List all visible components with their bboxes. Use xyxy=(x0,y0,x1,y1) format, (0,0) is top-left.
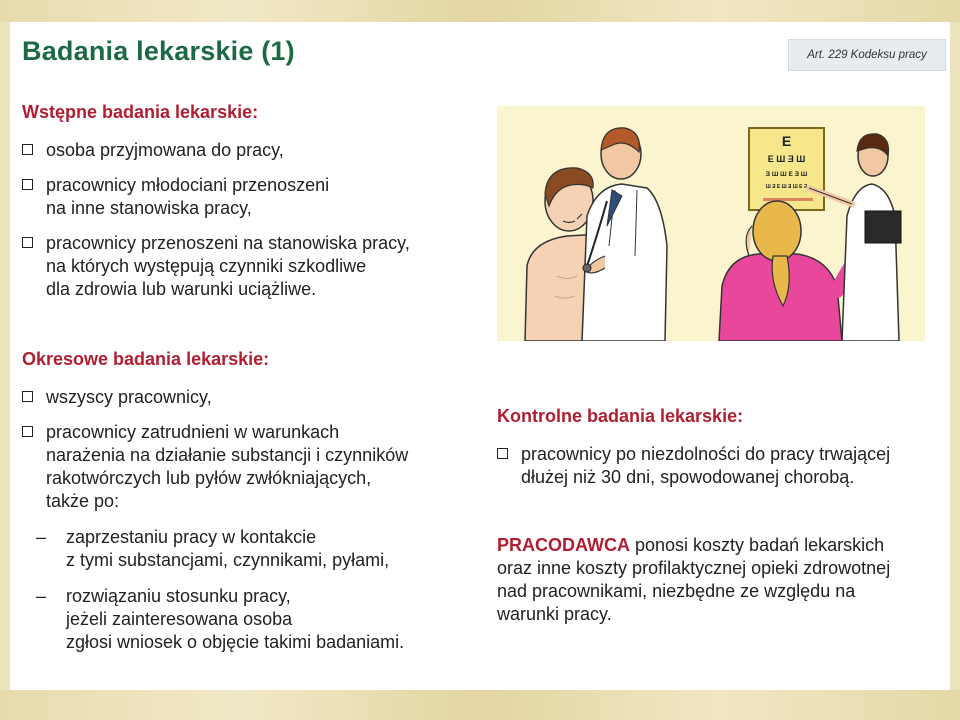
dash-bullet-icon: – xyxy=(36,586,47,606)
sub-list-item: – zaprzestaniu pracy w kontakcie z tymi substancjami, czynnikami, pyłami, xyxy=(36,527,390,570)
heading-initial-exams: Wstępne badania lekarskie: xyxy=(22,102,259,122)
dash-bullet-icon: – xyxy=(36,527,47,547)
list-item: pracownicy po niezdolności do pracy trwającej dłużej niż 30 dni, spowodowanej chorobą. xyxy=(497,443,890,489)
eye-chart-row: Ш Ǝ E Ш Ǝ Ш E Ǝ xyxy=(765,184,808,190)
checkbox-bullet-icon xyxy=(497,448,508,459)
list-item: pracownicy przenoszeni na stanowiska pracy, na których występują czynniki szkodliwe dla zdrowia lub warunki uciążliwe. xyxy=(22,232,410,301)
checkbox-bullet-icon xyxy=(22,179,33,190)
page-title: Badania lekarskie (1) xyxy=(22,36,295,66)
article-reference-box: Art. 229 Kodeksu pracy xyxy=(788,39,946,71)
employer-emphasis: PRACODAWCA xyxy=(497,535,630,555)
slide xyxy=(10,22,950,690)
medical-exam-illustration xyxy=(497,106,925,341)
girl-patient-figure xyxy=(719,201,859,341)
decorative-top-border xyxy=(0,0,960,22)
list-item: osoba przyjmowana do pracy, xyxy=(22,139,284,162)
illustration-svg xyxy=(497,106,925,341)
eye-chart xyxy=(749,128,824,210)
list-item: pracownicy zatrudnieni w warunkach narażenia na działanie substancji i czynników rakotwórczych lub pyłów zwłókniających, także po: xyxy=(22,421,408,513)
employer-cost-note: PRACODAWCA ponosi koszty badań lekarskich oraz inne koszty profilaktycznej opieki zdrowotnej nad pracownikami, niezbędne ze względu na warunki pracy. xyxy=(497,535,891,624)
checkbox-bullet-icon xyxy=(22,237,33,248)
checkbox-bullet-icon xyxy=(22,426,33,437)
checkbox-bullet-icon xyxy=(22,144,33,155)
checkbox-bullet-icon xyxy=(22,391,33,402)
eye-chart-row: E Ш Ǝ Ш xyxy=(767,154,806,164)
doctor-figure xyxy=(582,128,667,341)
list-item: pracownicy młodociani przenoszeni na inne stanowiska pracy, xyxy=(22,174,329,220)
eye-chart-row: Ǝ Ш Ш E Ǝ Ш xyxy=(765,171,808,178)
eye-chart-row: E xyxy=(781,133,792,149)
heading-periodic-exams: Okresowe badania lekarskie: xyxy=(22,349,270,369)
list-item: wszyscy pracownicy, xyxy=(22,386,212,409)
sub-list-item: – rozwiązaniu stosunku pracy, jeżeli zainteresowana osoba zgłosi wniosek o objęcie takimi badaniami. xyxy=(36,586,405,652)
decorative-bottom-border xyxy=(0,690,960,720)
heading-control-exams: Kontrolne badania lekarskie: xyxy=(497,406,744,426)
